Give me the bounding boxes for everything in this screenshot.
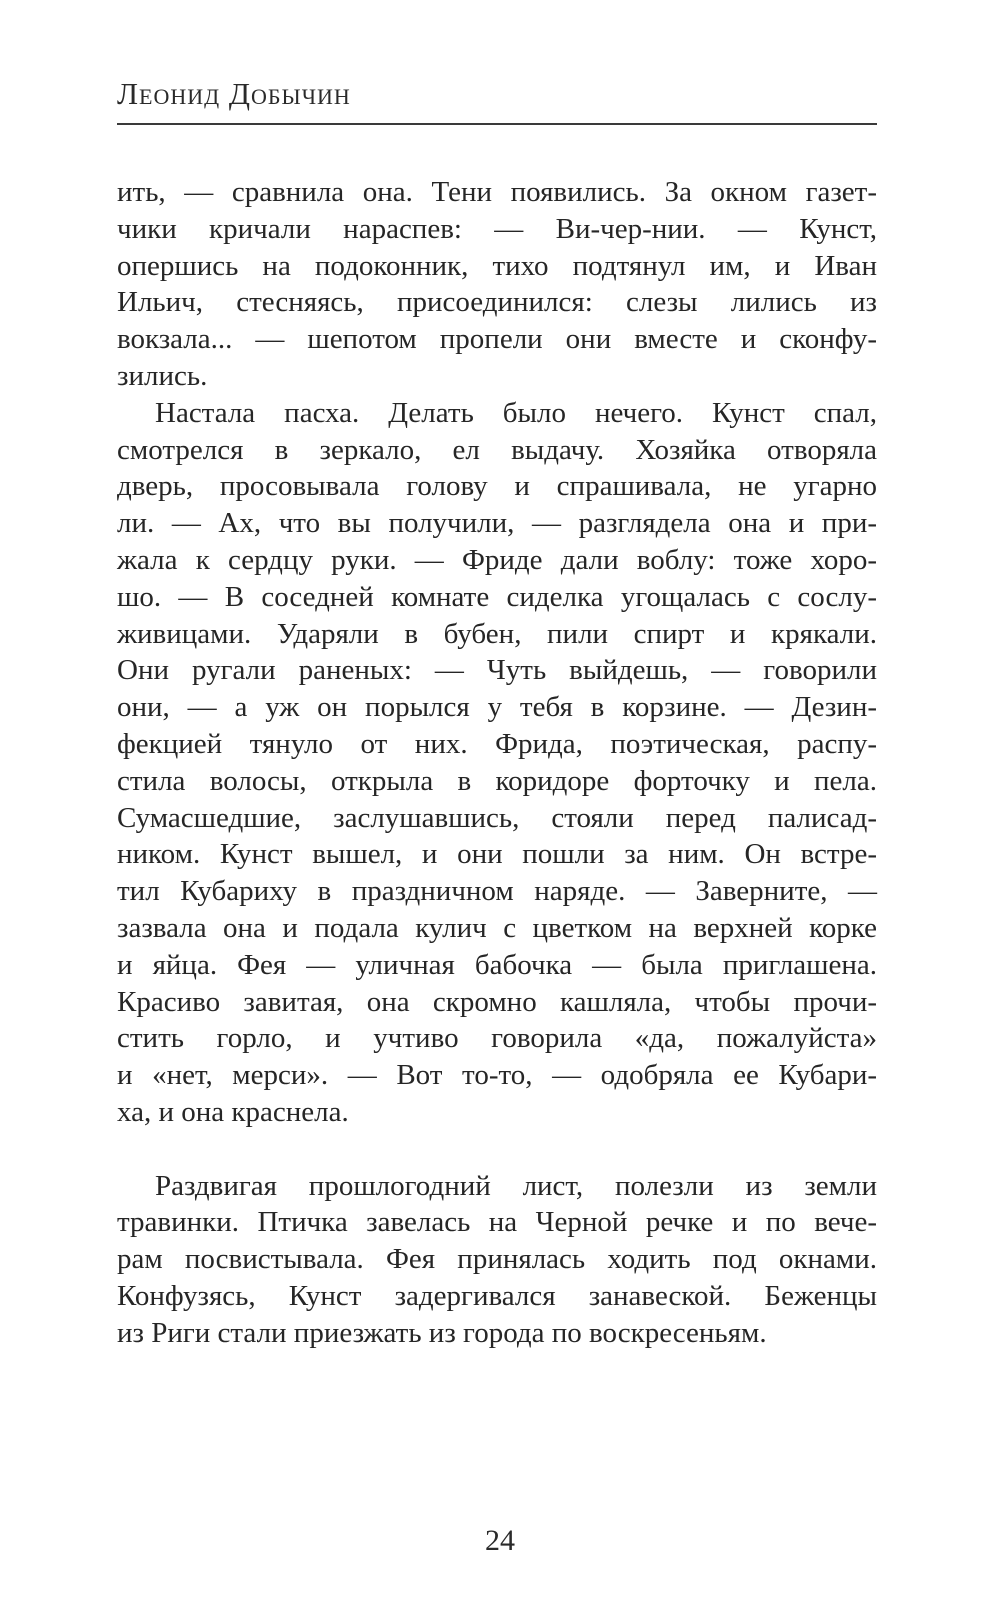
text-line: Они ругали раненых: — Чуть выйдешь, — говорили bbox=[117, 654, 877, 687]
text-line: стила волосы, открыла в коридоре форточку и пела. bbox=[117, 764, 877, 797]
text-line: вокзала... — шепотом пропели они вместе и сконфу- bbox=[117, 323, 877, 356]
text-line: жала к сердцу руки. — Фриде дали воблу: тоже хоро- bbox=[117, 543, 877, 576]
paragraph bbox=[117, 395, 877, 1131]
text-line: Красиво завитая, она скромно кашляла, чтобы прочи- bbox=[117, 985, 877, 1018]
paragraph bbox=[117, 1168, 877, 1352]
text-line: Раздвигая прошлогодний лист, полезли из земли bbox=[155, 1169, 877, 1202]
text-line: стить горло, и учтиво говорила «да, пожалуйста» bbox=[117, 1022, 877, 1055]
text-line: они, — а уж он порылся у тебя в корзине. — Дезин- bbox=[117, 691, 877, 724]
text-line: Конфузясь, Кунст задергивался занавеской. Беженцы bbox=[117, 1279, 877, 1312]
text-line: ить, — сравнила она. Тени появились. За окном газет- bbox=[117, 176, 877, 208]
text-line: и яйца. Фея — уличная бабочка — была приглашена. bbox=[117, 948, 877, 981]
text-line: зазвала она и подала кулич с цветком на верхней корке bbox=[117, 911, 877, 944]
text-line: рам посвистывала. Фея принялась ходить под окнами. bbox=[117, 1243, 877, 1276]
section-break bbox=[117, 1131, 877, 1168]
text-line: чики кричали нараспев: — Ви-чер-нии. — Кунст, bbox=[117, 212, 877, 245]
text-line: живицами. Ударяли в бубен, пили спирт и крякали. bbox=[117, 617, 877, 650]
text-line: ли. — Ах, что вы получили, — разглядела она и при- bbox=[117, 507, 877, 540]
text-line: опершись на подоконник, тихо подтянул им, и Иван bbox=[117, 249, 877, 282]
text-line: тил Кубариху в праздничном наряде. — Заверните, — bbox=[117, 875, 877, 908]
text-line: Ильич, стесняясь, присоединился: слезы лились из bbox=[117, 286, 877, 319]
text-line: из Риги стали приезжать из города по воскресеньям. bbox=[117, 1316, 767, 1349]
text-line: смотрелся в зеркало, ел выдачу. Хозяйка отворяла bbox=[117, 433, 877, 466]
text-line: ха, и она краснела. bbox=[117, 1095, 349, 1128]
page-body bbox=[117, 174, 877, 1352]
text-line: Настала пасха. Делать было нечего. Кунст спал, bbox=[155, 396, 877, 429]
text-line: ником. Кунст вышел, и они пошли за ним. Он встре- bbox=[117, 838, 877, 871]
paragraph bbox=[117, 174, 877, 395]
text-line: Сумасшедшие, заслушавшись, стояли перед палисад- bbox=[117, 801, 877, 834]
text-line: шо. — В соседней комнате сиделка угощалась с сослу- bbox=[117, 580, 877, 613]
text-line: травинки. Птичка завелась на Черной речке и по вече- bbox=[117, 1206, 877, 1239]
text-line: и «нет, мерси». — Вот то-то, — одобряла ее Кубари- bbox=[117, 1059, 877, 1092]
page-number: 24 bbox=[485, 1524, 515, 1557]
header-rule bbox=[117, 123, 877, 125]
running-head: Леонид Добычин bbox=[117, 76, 351, 111]
text-line: дверь, просовывала голову и спрашивала, не угарно bbox=[117, 470, 877, 503]
text-line: зились. bbox=[117, 359, 208, 392]
text-line: фекцией тянуло от них. Фрида, поэтическая, распу- bbox=[117, 727, 877, 760]
